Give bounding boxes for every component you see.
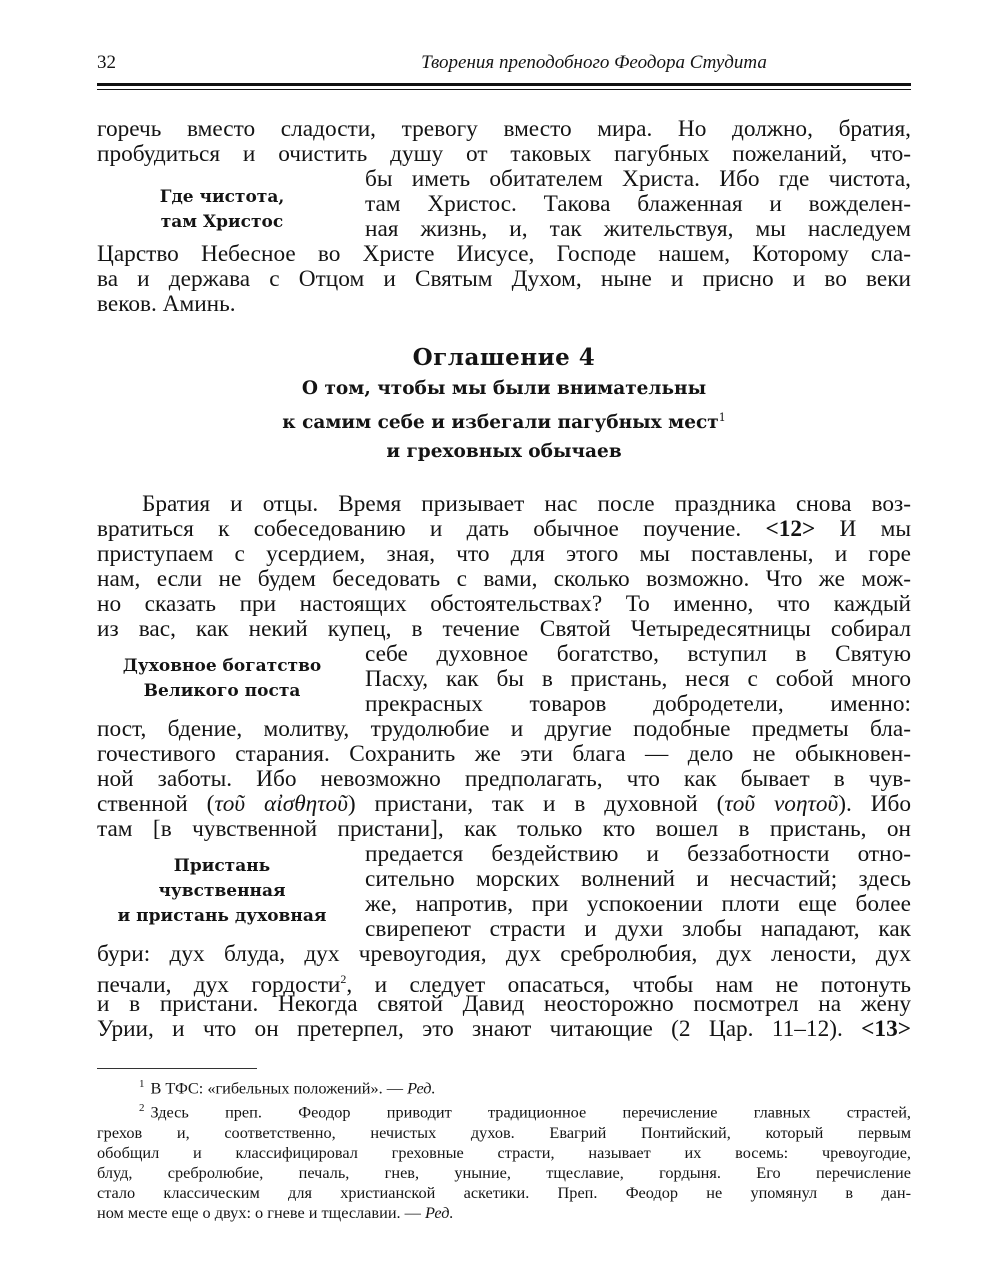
text-line: пробудиться и очистить душу от таковых пагубных пожеланий, что- — [97, 141, 911, 167]
margin-note-line: и пристань духовная — [117, 906, 327, 926]
text-line: там Христос. Такова блаженная и вожделен- — [365, 191, 911, 217]
page-marker: <13> — [861, 1016, 912, 1042]
subtitle-line: О том, чтобы мы были внимательны — [301, 378, 707, 399]
text-line — [97, 792, 911, 817]
text-span: ) пристани, так и в духовной ( — [347, 791, 725, 817]
text-line: нам, если не будем беседовать с вами, сколько возможно. Что же мож- — [97, 566, 911, 592]
margin-note-line: Великого поста — [143, 681, 301, 701]
text-line: Царство Небесное во Христе Иисусе, Господе нашем, Которому сла- — [97, 241, 911, 267]
subtitle-line: и греховных обычаев — [386, 441, 622, 463]
footnote-ref[interactable]: 2 — [340, 972, 347, 986]
footnote-rule — [97, 1068, 257, 1069]
text-span: ственной ( — [97, 791, 215, 817]
text-line: гочестивого старания. Сохранить же эти блага — дело не обыкновен- — [97, 741, 911, 767]
text-line: ная жизнь, и, так жительствуя, мы наследуем — [365, 216, 911, 242]
margin-note-purity — [97, 185, 347, 235]
footnote-mark: 1 — [139, 1078, 145, 1090]
footnote-2-line — [97, 1098, 911, 1122]
margin-note-line: Духовное богатство — [122, 656, 322, 676]
text-line: из вас, как некий купец, в течение Святой Четыредесятницы собирал — [97, 616, 911, 642]
subtitle-line — [97, 403, 911, 437]
header-rule-thick — [97, 83, 911, 86]
text-line: там [в чувственной пристани], как только кто вошел в пристань, он — [97, 816, 911, 842]
margin-note-line: Пристань — [173, 856, 271, 876]
text-line: веков. Аминь. — [97, 291, 236, 317]
footnote-2-line: блуд, сребролюбие, печаль, гнев, уныние, тщеславие, гордыня. Его перечисление — [97, 1162, 911, 1182]
subtitle-line-text: к самим себе и избегали пагубных мест — [282, 412, 719, 434]
page-number: 32 — [97, 52, 116, 73]
text-line: ва и держава с Отцом и Святым Духом, ныне и присно и во веки — [97, 266, 911, 292]
footnote-text: ном месте еще о двух: о гневе и тщеславии. — — [97, 1202, 421, 1222]
header-rule-thin — [97, 89, 911, 90]
text-line: же, напротив, при успокоении плоти еще более — [365, 891, 911, 917]
text-line: бы иметь обитателем Христа. Ибо где чистота, — [365, 166, 911, 192]
footnote-2-line — [97, 1203, 911, 1223]
text-line: предается бездействию и беззаботности отно- — [365, 841, 911, 867]
chapter-subtitle — [97, 374, 911, 466]
editor-mark: Ред. — [407, 1078, 436, 1098]
footnote-mark: 2 — [139, 1102, 145, 1115]
text-line: свирепеют страсти и духи злобы нападают, как — [365, 916, 911, 942]
text-span: ). Ибо — [838, 791, 912, 817]
footnote-text: В ТФС: «гибельных положений». — — [150, 1078, 404, 1098]
text-line: Пасху, как бы в пристань, неся с собой много — [365, 666, 911, 692]
text-span: вратиться к собеседованию и дать обычное поучение. — [97, 516, 742, 542]
running-title: Творения преподобного Феодора Студита — [421, 52, 767, 73]
footnote-ref[interactable]: 1 — [718, 411, 726, 424]
text-span: печали, дух гордости — [97, 971, 341, 998]
margin-note-harbor — [97, 854, 347, 929]
margin-note-line: Где чистота, — [159, 187, 285, 207]
page-marker: <12> — [765, 516, 816, 542]
margin-note-spiritual-wealth — [97, 654, 347, 704]
margin-note-line: там Христос — [160, 212, 284, 232]
text-line: бури: дух блуда, дух чревоугодия, дух сребролюбия, дух лености, дух — [97, 941, 911, 967]
text-line: себе духовное богатство, вступил в Святую — [365, 641, 911, 667]
text-line: пост, бдение, молитву, трудолюбие и другие подобные предметы бла- — [97, 716, 911, 742]
footnotes — [97, 1074, 911, 1223]
text-line: ной заботы. Ибо невозможно предполагать, что как бывает в чув- — [97, 766, 911, 792]
margin-note-line: чувственная — [158, 881, 286, 901]
chapter-title: Оглашение 4 — [412, 344, 596, 371]
page-header — [97, 52, 911, 76]
text-span: , и следует опасаться, чтобы нам не потонуть — [346, 971, 911, 998]
text-line — [97, 517, 911, 542]
text-line: приступаем с усердием, зная, что для этого мы поставлены, и горе — [97, 541, 911, 567]
greek-term: τοῦ νοητοῦ — [724, 791, 839, 817]
editor-mark: Ред. — [425, 1202, 454, 1222]
footnote-2-line: обобщил и классифицировал греховные страсти, называет их восемь: чревоугодие, — [97, 1142, 911, 1162]
text-line: но сказать при настоящих обстоятельствах? То именно, что каждый — [97, 591, 911, 617]
text-line — [97, 967, 911, 998]
greek-term: τοῦ αἰσθητοῦ — [214, 791, 348, 817]
text-line: сительно морских волнений и несчастий; здесь — [365, 866, 911, 892]
text-line: и в пристани. Некогда святой Давид неосторожно посмотрел на жену — [97, 991, 911, 1017]
footnote-1 — [97, 1074, 911, 1098]
text-line: прекрасных товаров добродетели, именно: — [365, 691, 911, 717]
footnote-text: Здесь преп. Феодор приводит традиционное перечисление главных страстей, — [150, 1102, 911, 1122]
main-paragraph — [97, 492, 911, 1042]
footnote-2-line: стало классическим для христианской аскетики. Преп. Феодор не упомянул в дан- — [97, 1182, 911, 1202]
footnote-2-line: грехов и, соответственно, нечистых духов. Евагрий Понтийский, который первым — [97, 1122, 911, 1142]
text-span: И мы — [839, 516, 912, 542]
text-line — [97, 1017, 911, 1042]
text-line: горечь вместо сладости, тревогу вместо мира. Но должно, братия, — [97, 116, 911, 142]
text-line: Братия и отцы. Время призывает нас после праздника снова воз- — [142, 491, 911, 517]
text-span: Урии, и что он претерпел, это знают читающие (2 Цар. 11–12). — [97, 1016, 843, 1042]
